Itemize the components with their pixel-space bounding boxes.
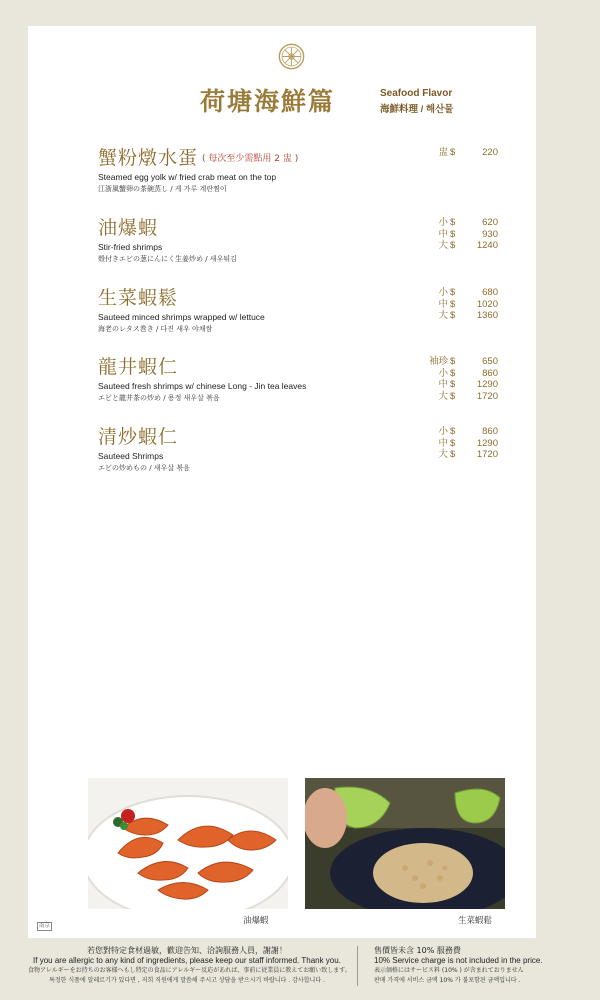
price-row [428,449,498,461]
dish-name: 油爆蝦 [98,217,159,239]
photo-caption-left: 油爆蝦 [243,916,269,926]
price-row [428,310,498,322]
price-amount: 620 [482,217,498,228]
dish-japanese-korean-name: 江浙風蟹卵の茶碗蒸し / 게 가루 계란찜이 [98,185,227,193]
dish-japanese-korean-name: 殻付きエビの葱にんにく生姜炒め / 새우튀김 [98,255,237,263]
price-amount: 1720 [476,449,498,461]
price-size: 中 [438,437,448,449]
price-list [428,426,498,461]
price-currency: $ [450,356,456,367]
price-size: 大 [438,390,448,402]
dish-name: 清炒蝦仁 [98,426,179,448]
price-amount: 220 [482,147,498,158]
price-row [428,240,498,252]
price-row [428,391,498,403]
price-currency: $ [450,390,456,402]
service-charge-jp: 表示価格にはサービス料 (10% ) が含まれておりません [374,967,524,974]
price-currency: $ [450,449,456,461]
price-currency: $ [450,367,456,379]
location-stamp: 南京 [39,923,51,929]
dish-japanese-korean-name: 海老のレタス巻き / 다진 새우 야채쌈 [98,325,213,333]
lettuce-wrap-illustration [305,778,505,909]
price-amount: 1240 [476,240,498,252]
price-size: 大 [438,240,448,252]
price-size: 中 [438,379,448,391]
price-currency: $ [450,240,456,252]
price-list [428,287,498,322]
price-row [428,229,498,241]
price-amount: 1720 [476,390,498,402]
price-amount: 680 [482,287,498,298]
allergy-notice-kr: 특정한 식품에 알레르기가 있다면 , 저희 직원에게 말씀해 주시고 상담을 받으시기 바랍니다 . 감사합니다 . [49,977,325,984]
dish-note: ( 每次至少需點用 2 盅 ) [202,154,299,164]
price-size: 中 [438,298,448,310]
dish-english-name: Sauteed Shrimps [98,451,164,461]
price-size: 大 [438,310,448,322]
allergy-notice [28,946,351,986]
price-size: 袖珍 [428,356,448,367]
shrimp-dish-illustration [88,778,288,909]
price-size: 小 [438,426,448,437]
dish-photo-lettuce-wrap [305,778,505,909]
price-size: 大 [438,449,448,461]
price-currency: $ [450,147,456,158]
dish-japanese-korean-name: エビと龍井茶の炒め / 용정 새우살 볶음 [98,394,220,402]
price-amount: 860 [482,426,498,437]
dish-english-name: Stir-fried shrimps [98,242,163,252]
price-amount: 1290 [476,437,498,449]
price-size: 中 [438,228,448,240]
price-row [428,379,498,391]
photo-caption-right: 生菜蝦鬆 [458,916,493,926]
price-row [428,438,498,450]
section-title-en: Seafood Flavor [380,88,453,99]
dish-japanese-korean-name: エビの炒めもの / 새우살 볶음 [98,464,190,472]
price-currency: $ [450,426,456,437]
price-amount: 650 [482,356,498,367]
price-currency: $ [450,217,456,228]
price-currency: $ [450,310,456,322]
menu-page [28,26,536,938]
allergy-notice-jp: 食物アレルギーをお持ちのお客様へもし特定の食品にアレルギー反応があれば、事前に従業員に教えてお願い致します。 [28,967,351,974]
dish-photo-stir-fried-shrimps [88,778,288,909]
dish-english-name: Sauteed minced shrimps wrapped w/ lettuce [98,312,265,322]
dish-english-name: Steamed egg yolk w/ fried crab meat on the top [98,172,277,182]
allergy-notice-en: If you are allergic to any kind of ingredients, please keep our staff informed. Thank you. [33,956,341,965]
service-charge-kr: 판매 가격에 서비스 금액 10% 가 불포함된 금액입니다 . [374,977,521,984]
service-charge-zh: 售價皆未含 10% 服務費 [374,946,461,955]
price-currency: $ [450,437,456,449]
price-size: 小 [438,367,448,379]
service-charge-en: 10% Service charge is not included in the price. [374,956,543,965]
lotus-seal-icon [278,43,305,70]
price-row [428,368,498,380]
price-row [428,147,498,159]
dish-name-text: 蟹粉燉水蛋 [98,147,199,169]
price-amount: 1360 [476,310,498,322]
dish-name: 龍井蝦仁 [98,356,179,378]
price-currency: $ [450,287,456,298]
price-list [428,147,498,159]
price-currency: $ [450,228,456,240]
allergy-notice-zh: 若您對特定食材過敏，歡迎告知、洽詢服務人員，謝謝！ [87,946,287,955]
service-charge-notice [374,946,543,986]
section-title-sub: 海鮮料理 / 해산물 [380,104,454,115]
price-currency: $ [450,379,456,391]
price-row [428,426,498,438]
dish-name: 生菜蝦鬆 [98,287,179,309]
price-list [428,356,498,402]
price-list [428,217,498,252]
section-title: 荷塘海鮮篇 [200,87,336,116]
price-row [428,217,498,229]
price-currency: $ [450,298,456,310]
price-size: 盅 [438,147,448,158]
price-row [428,299,498,311]
price-row [428,287,498,299]
price-row [428,356,498,368]
price-amount: 860 [482,367,498,379]
price-size: 小 [438,217,448,228]
price-amount: 930 [482,228,498,240]
footer-divider [357,946,358,986]
price-amount: 1290 [476,379,498,391]
dish-english-name: Sauteed fresh shrimps w/ chinese Long - Jin tea leaves [98,381,307,391]
price-amount: 1020 [476,298,498,310]
price-size: 小 [438,287,448,298]
